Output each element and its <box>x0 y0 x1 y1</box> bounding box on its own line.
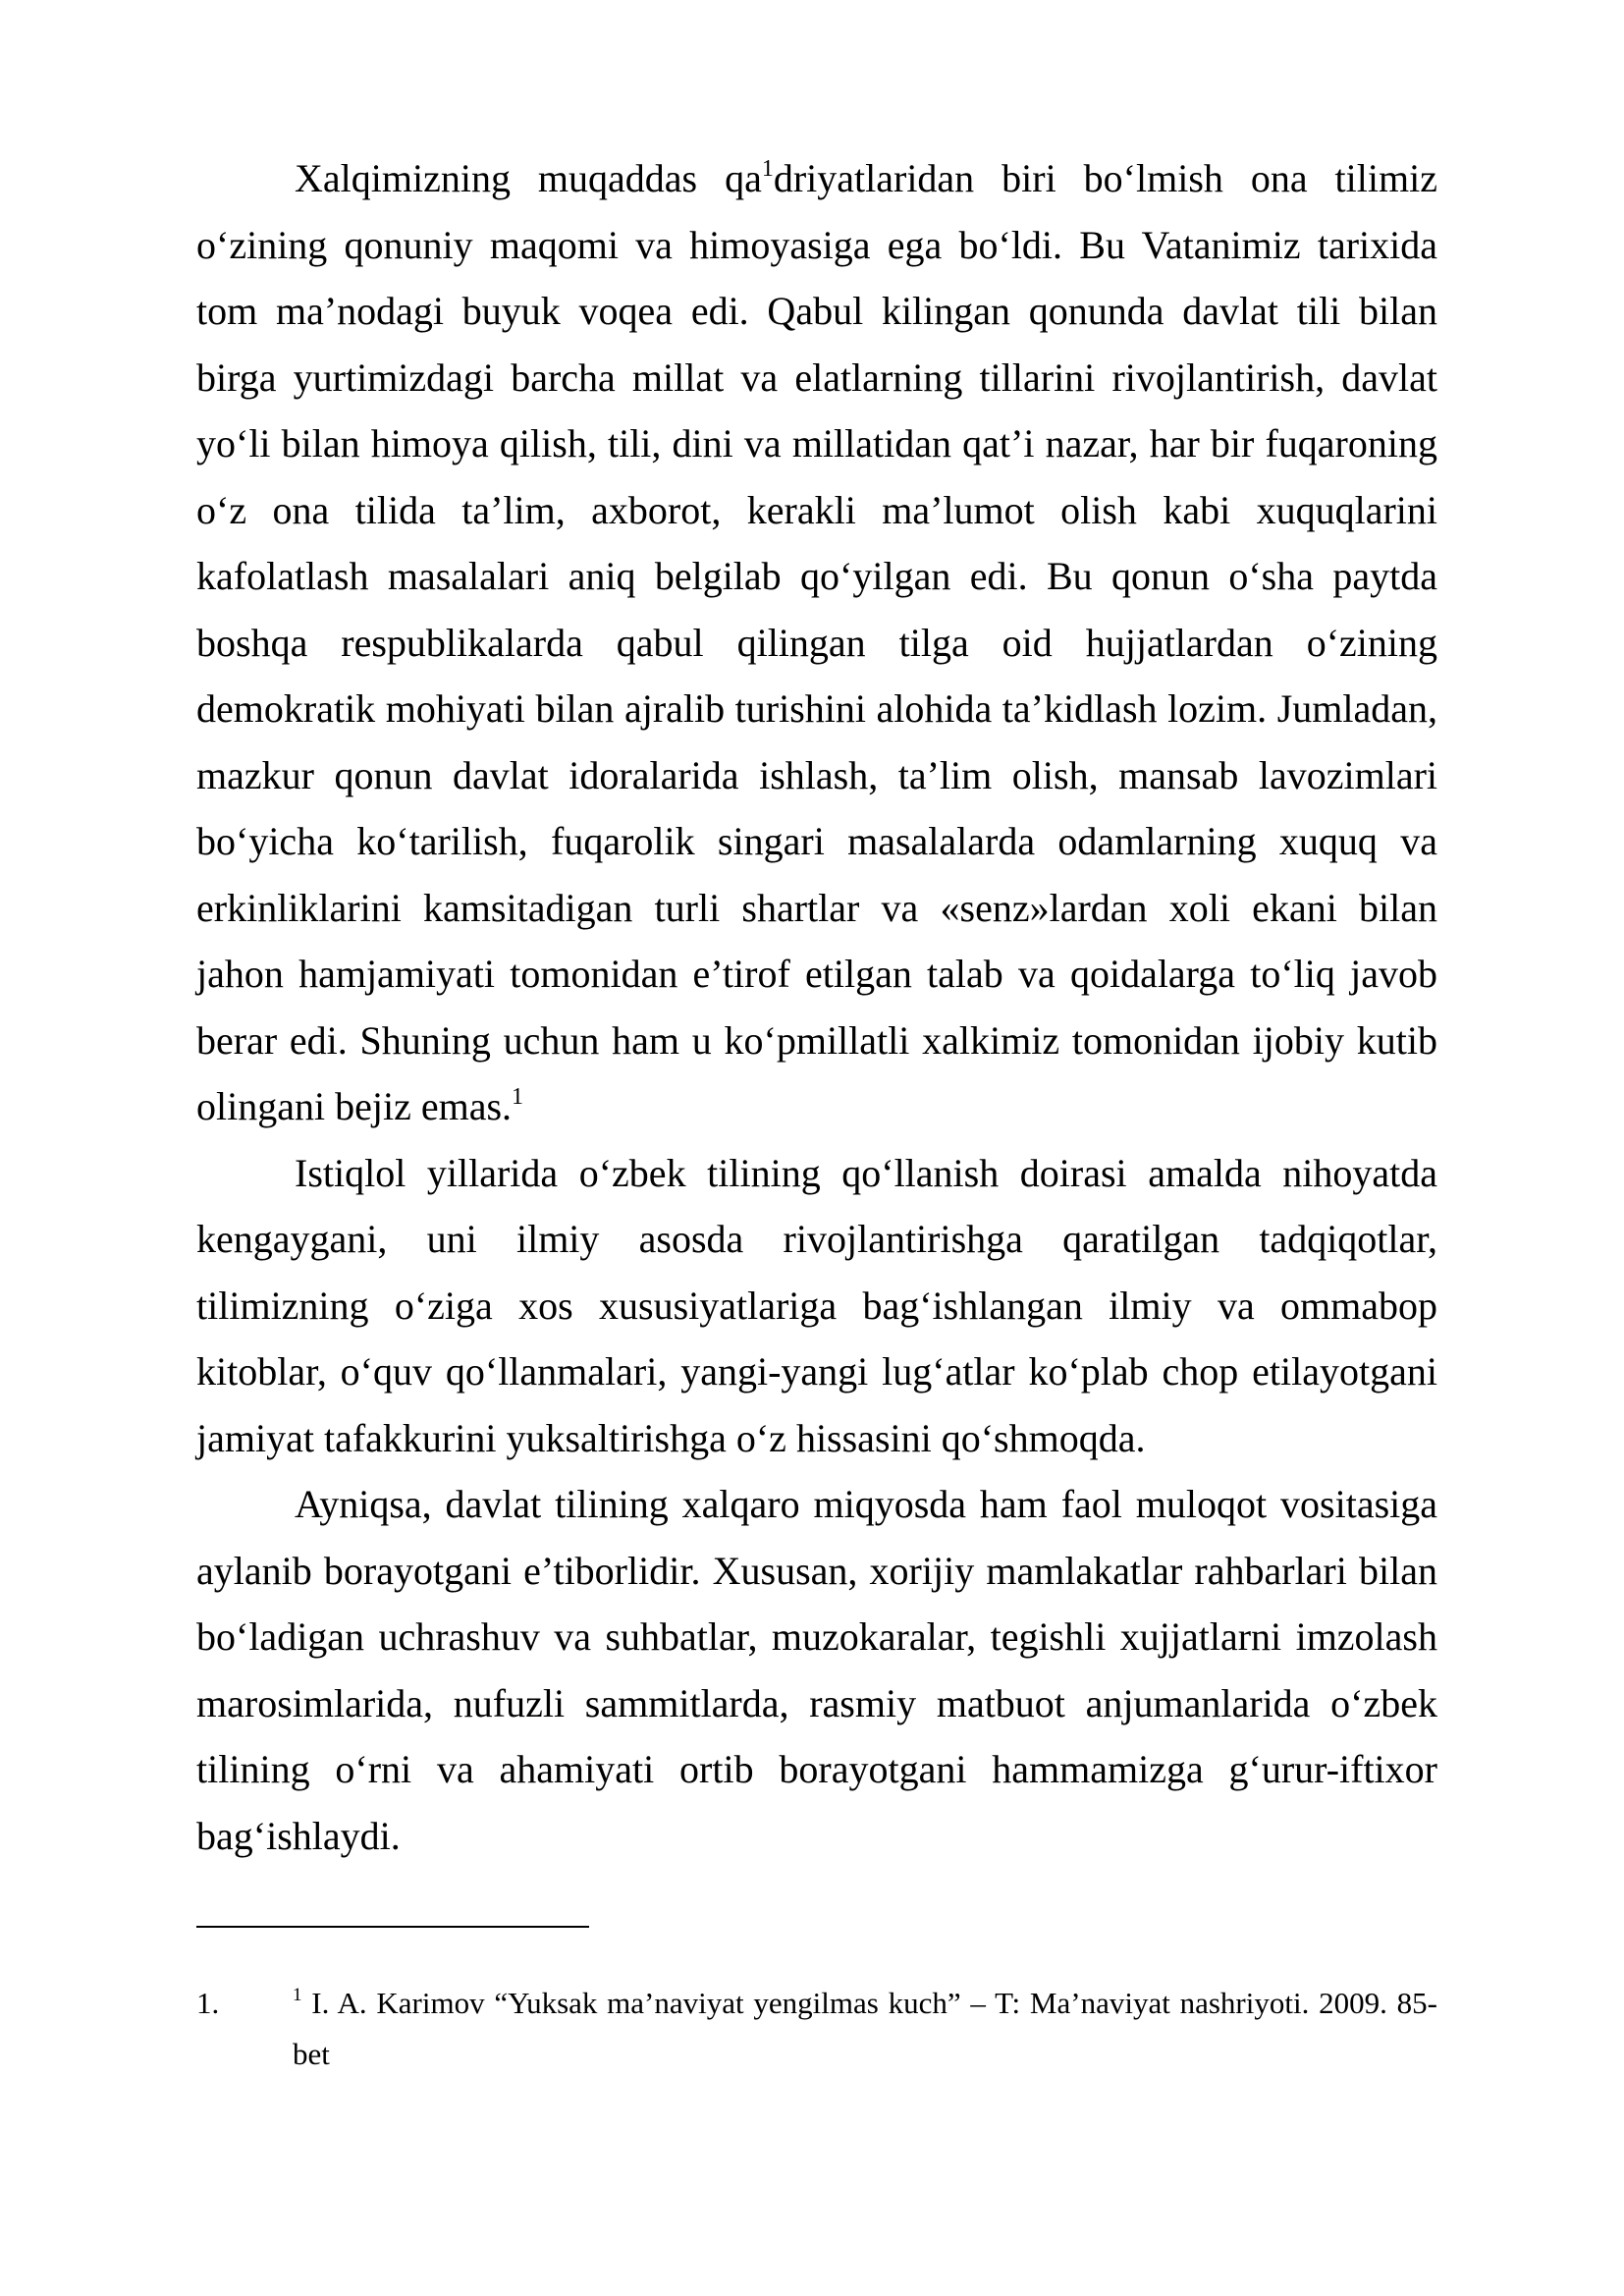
paragraph-3: Ayniqsa, davlat tilining xalqaro miqyosda ham faol muloqot vositasiga aylanib borayotgani e’tiborlidir. Xususan, xorijiy mamlakatlar rahbarlari bilan bo‘ladigan uchrashuv va suhbatlar, muzokaralar, tegishli xujjatlarni imzolash marosimlarida, nufuzli sammitlarda, rasmiy matbuot anjumanlarida o‘zbek tilining o‘rni va ahamiyati ortib borayotgani hammamizga g‘urur-iftixor bag‘ishlaydi. <box>196 1482 1437 1858</box>
footnote <box>196 1978 1437 2080</box>
footnote-separator <box>196 1926 589 1928</box>
footnote-list-number: 1. <box>196 1986 220 2020</box>
footnote-reference-end: 1 <box>512 1084 524 1110</box>
paragraph-1-text-start: Xalqimizning muqaddas qa <box>295 156 762 200</box>
paragraph-2: Istiqlol yillarida o‘zbek tilining qo‘llanish doirasi amalda nihoyatda kengaygani, uni ilmiy asosda rivojlantirishga qaratilgan tadqiqotlar, tilimizning o‘ziga xos xususiyatlariga bag‘ishlangan ilmiy va ommabop kitoblar, o‘quv qo‘llanmalari, yangi-yangi lug‘atlar ko‘plab chop etilayotgani jamiyat tafakkurini yuksaltirishga o‘z hissasini qo‘shmoqda. <box>196 1150 1437 1460</box>
footnote-text: I. A. Karimov “Yuksak ma’naviyat yengilmas kuch” – T: Ma’naviyat nashriyoti. 2009. 85-bet <box>293 1986 1437 2071</box>
footnote-reference-inline: 1 <box>761 156 774 182</box>
paragraph-1-text-rest: driyatlaridan biri bo‘lmish ona tilimiz o‘zining qonuniy maqomi va himoyasiga ega bo‘ldi. Bu Vatanimiz tarixida tom ma’nodagi buyuk voqea edi. Qabul kilingan qonunda davlat tili bilan birga yurtimizdagi barcha millat va elatlarning tillarini rivojlantirish, davlat yo‘li bilan himoya qilish, tili, dini va millatidan qat’i nazar, har bir fuqaroning o‘z ona tilida ta’lim, axborot, kerakli ma’lumot olish kabi xuquqlarini kafolatlash masalalari aniq belgilab qo‘yilgan edi. Bu qonun o‘sha paytda boshqa respublikalarda qabul qilingan tilga oid hujjatlardan o‘zining demokratik mohiyati bilan ajralib turishini alohida ta’kidlash lozim. Jumladan, mazkur qonun davlat idoralarida ishlash, ta’lim olish, mansab lavozimlari bo‘yicha ko‘tarilish, fuqarolik singari masalalarda odamlarning xuquq va erkinliklarini kamsitadigan turli shartlar va «senz»lardan xoli ekani bilan jahon hamjamiyati tomonidan e’tirof etilgan talab va qoidalarga to‘liq javob berar edi. Shuning uchun ham u ko‘pmillatli xalkimiz tomonidan ijobiy kutib olingani bejiz emas. <box>196 156 1437 1128</box>
footnote-mark: 1 <box>293 1985 302 2005</box>
paragraph-1 <box>196 145 1437 1140</box>
footnote-body <box>242 1978 1437 2080</box>
main-text <box>196 145 1437 1869</box>
